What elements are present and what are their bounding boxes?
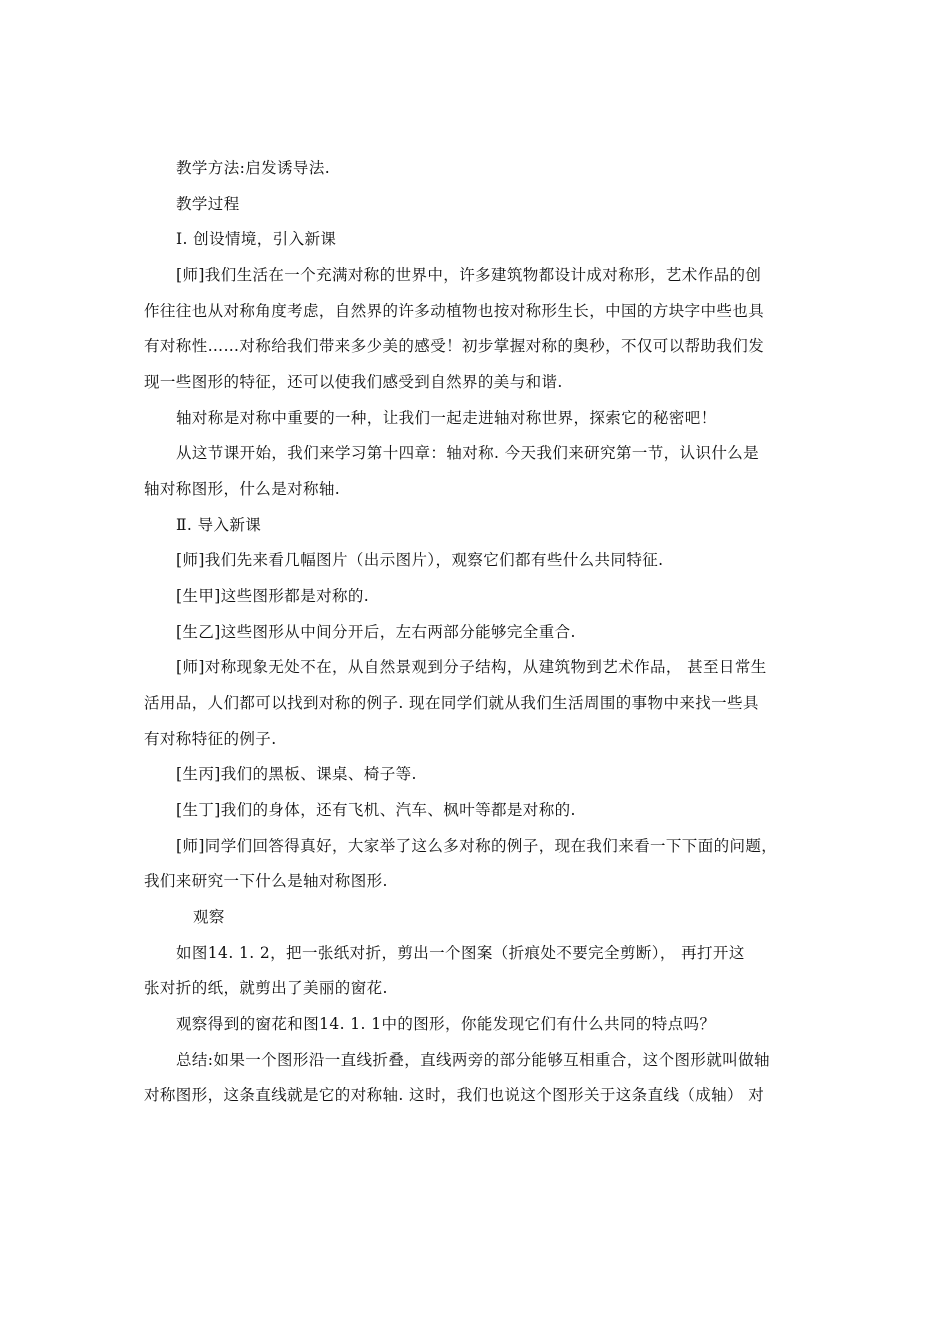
paragraph-line: 从这节课开始，我们来学习第十四章：轴对称. 今天我们来研究第一节，认识什么是 [176, 444, 760, 462]
paragraph-line: [生丁]我们的身体，还有飞机、汽车、枫叶等都是对称的. [176, 801, 576, 819]
observe-heading: 观察 [193, 908, 225, 926]
teaching-process-heading: 教学过程 [176, 195, 240, 213]
paragraph-line: [师]我们先来看几幅图片（出示图片），观察它们都有些什么共同特征. [176, 551, 664, 569]
paragraph-line: 如图14. 1. 2，把一张纸对折，剪出一个图案（折痕处不要完全剪断）， 再打开这 [176, 944, 745, 962]
paragraph-line: [师]同学们回答得真好，大家举了这么多对称的例子，现在我们来看一下下面的问题， [176, 837, 778, 855]
paragraph-line: [生甲]这些图形都是对称的. [176, 587, 370, 605]
paragraph-line: 轴对称是对称中重要的一种，让我们一起走进轴对称世界，探索它的秘密吧！ [176, 409, 717, 427]
section-heading-1: Ⅰ. 创设情境，引入新课 [176, 230, 337, 248]
teaching-method-line: 教学方法:启发诱导法. [176, 159, 331, 177]
paragraph-line: 活用品，人们都可以找到对称的例子. 现在同学们就从我们生活周围的事物中来找一些具 [144, 694, 759, 712]
section-heading-2: Ⅱ. 导入新课 [176, 516, 262, 534]
paragraph-line: [师]对称现象无处不在，从自然景观到分子结构，从建筑物到艺术作品， 甚至日常生 [176, 658, 767, 676]
paragraph-line: 有对称特征的例子. [144, 730, 277, 748]
paragraph-line: [生乙]这些图形从中间分开后，左右两部分能够完全重合. [176, 623, 576, 641]
paragraph-line: 我们来研究一下什么是轴对称图形. [144, 872, 388, 890]
paragraph-line: [师]我们生活在一个充满对称的世界中，许多建筑物都设计成对称形，艺术作品的创 [176, 266, 762, 284]
paragraph-line: 现一些图形的特征，还可以使我们感受到自然界的美与和谐. [144, 373, 563, 391]
paragraph-line: 观察得到的窗花和图14. 1. 1中的图形，你能发现它们有什么共同的特点吗？ [176, 1015, 716, 1033]
paragraph-line: 张对折的纸，就剪出了美丽的窗花. [144, 979, 388, 997]
paragraph-line: 轴对称图形，什么是对称轴. [144, 480, 341, 498]
paragraph-line: 总结:如果一个图形沿一直线折叠，直线两旁的部分能够互相重合，这个图形就叫做轴 [176, 1051, 770, 1069]
paragraph-line: 有对称性……对称给我们带来多少美的感受！初步掌握对称的奥秒，不仅可以帮助我们发 [144, 337, 765, 355]
paragraph-line: 对称图形，这条直线就是它的对称轴. 这时，我们也说这个图形关于这条直线（成轴） 对 [144, 1086, 765, 1104]
paragraph-line: 作往往也从对称角度考虑，自然界的许多动植物也按对称形生长，中国的方块字中些也具 [144, 302, 765, 320]
paragraph-line: [生丙]我们的黑板、课桌、椅子等. [176, 765, 417, 783]
